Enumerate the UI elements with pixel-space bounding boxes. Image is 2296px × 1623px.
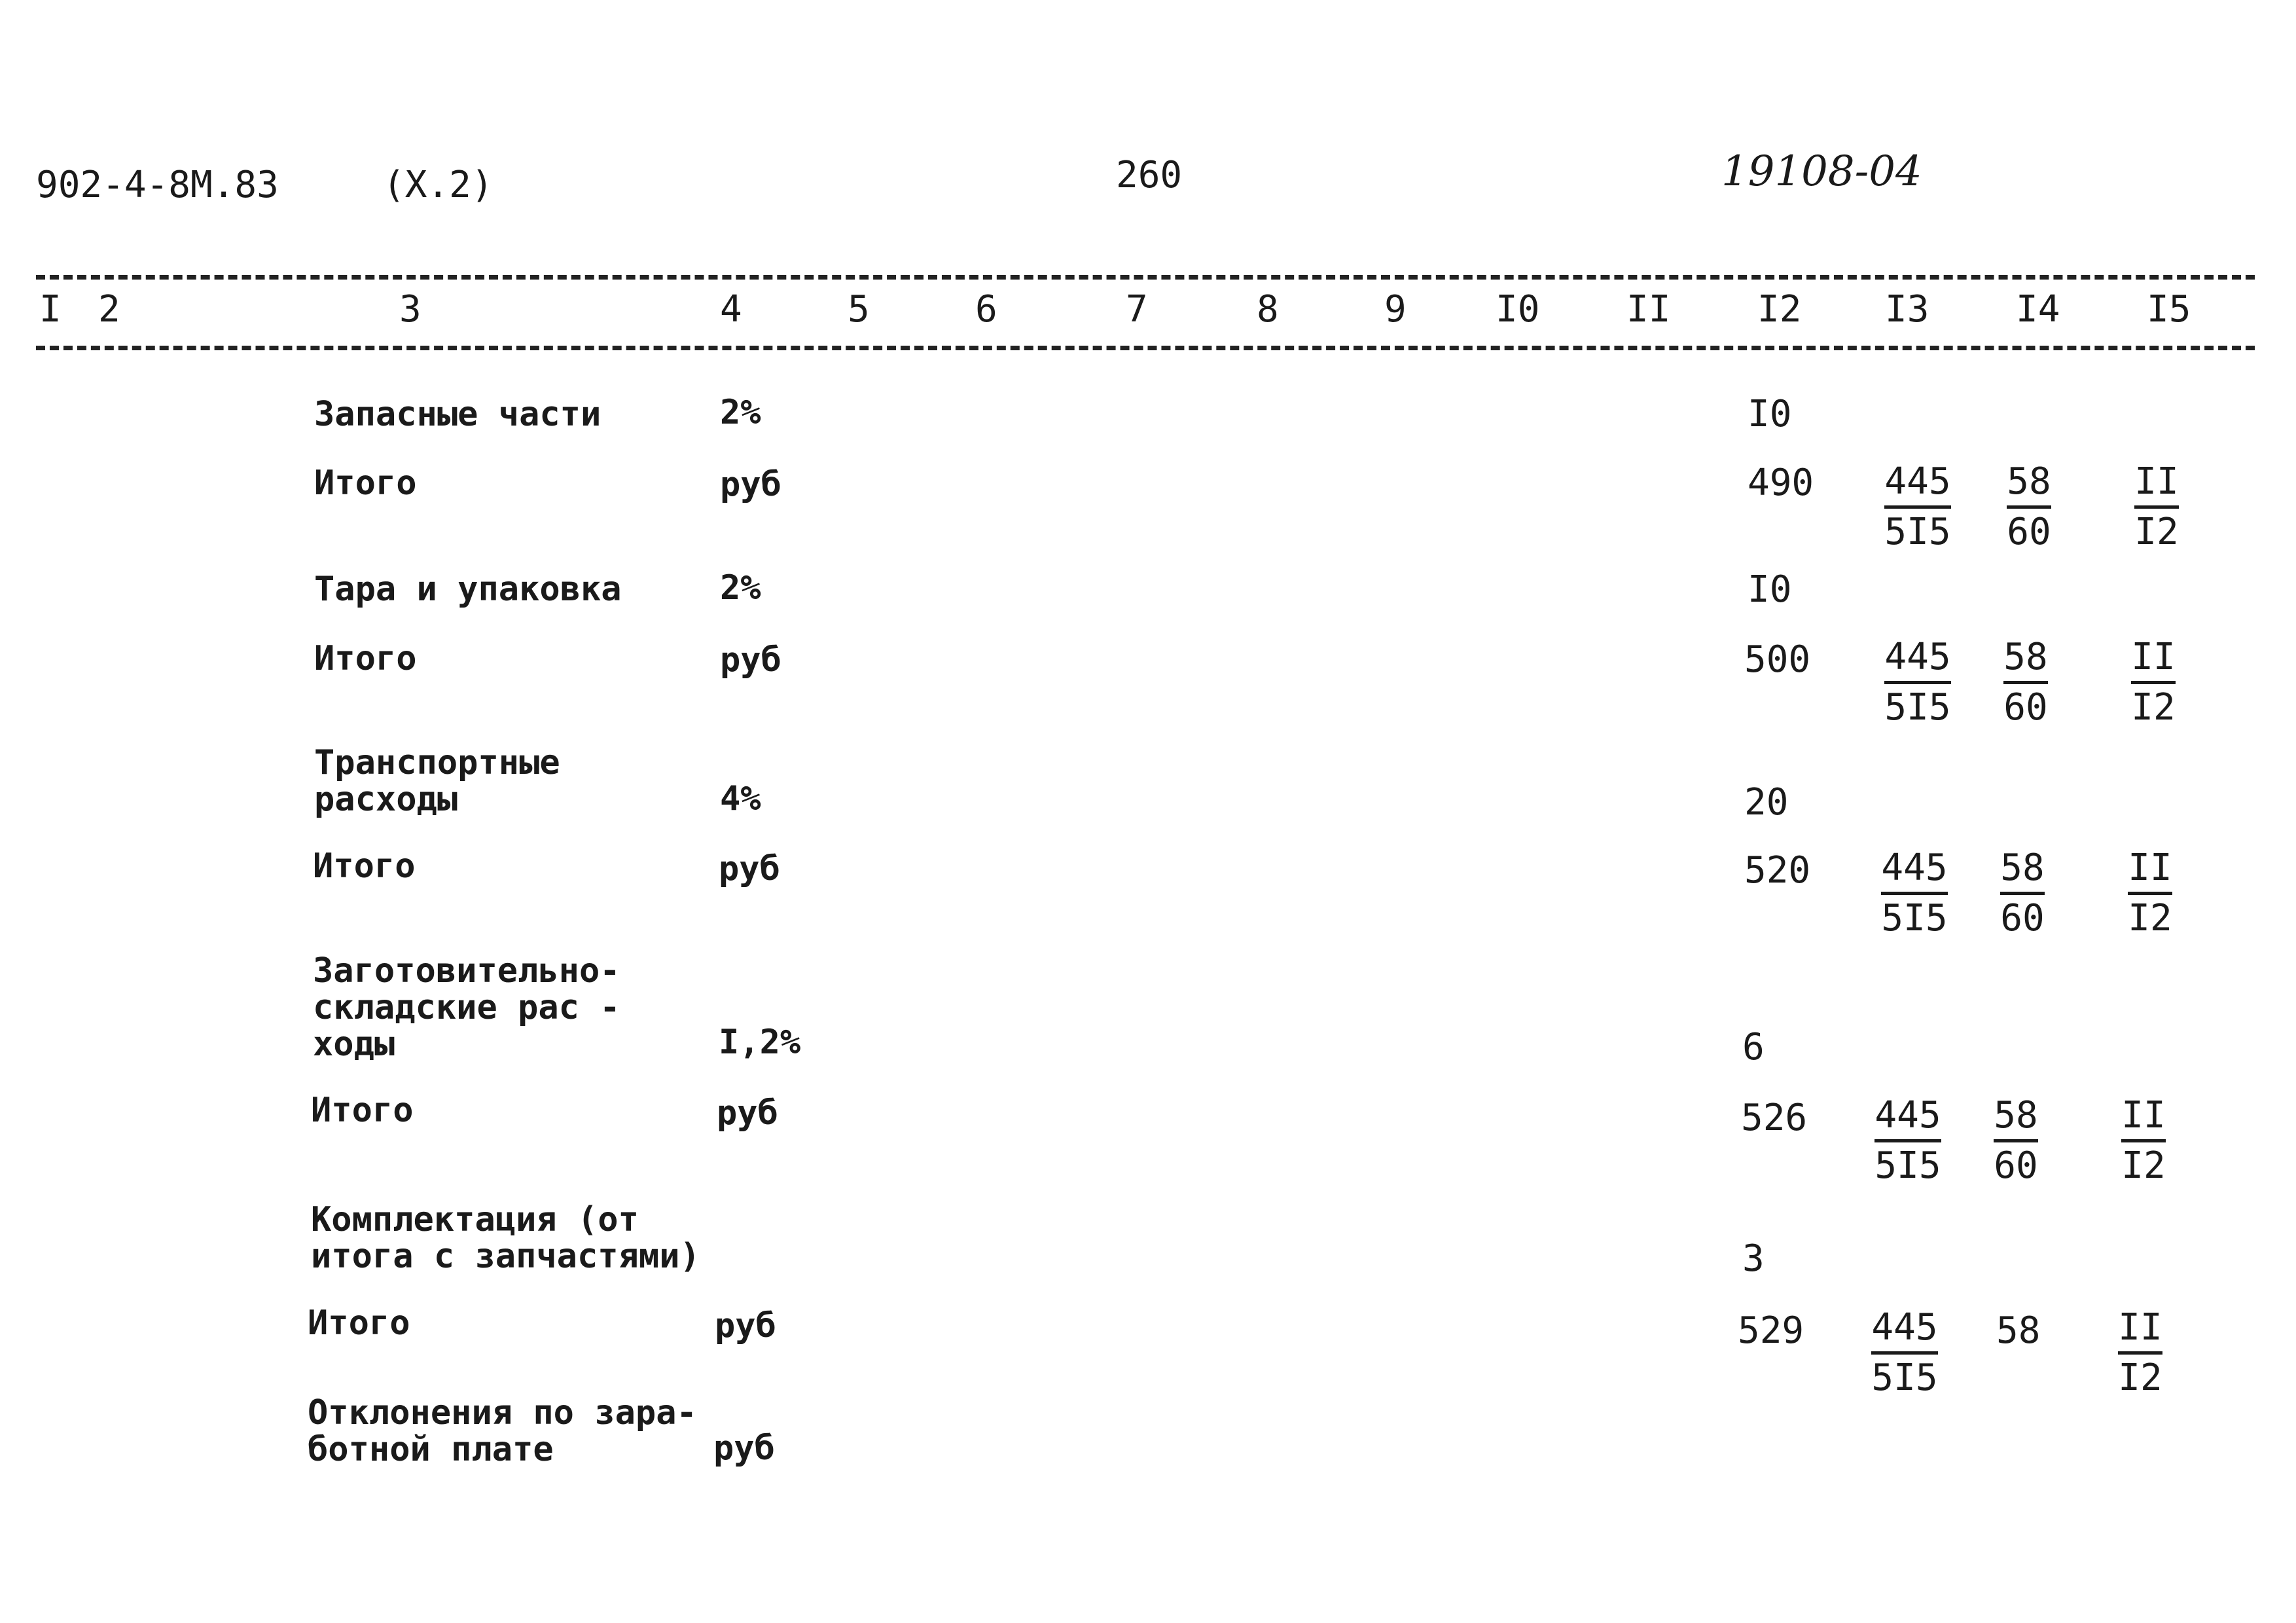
column-number: I3 (1885, 288, 1929, 331)
fraction-denominator: I2 (2128, 897, 2172, 939)
fraction-denominator: I2 (2131, 686, 2176, 729)
row-label: Запасные части (314, 395, 601, 434)
fraction-denominator: 60 (2007, 511, 2051, 553)
fraction-denominator: I2 (2121, 1144, 2166, 1187)
page-number: 260 (1116, 154, 1183, 196)
column-number: 2 (98, 288, 120, 331)
fraction-numerator: 58 (1994, 1092, 2037, 1142)
row-label: итога с запчастями) (311, 1237, 700, 1276)
column-number: I5 (2147, 288, 2191, 331)
fraction-col14 (1996, 458, 2062, 556)
section-code: (X.2) (383, 164, 493, 206)
column-number: I2 (1757, 288, 1802, 331)
fraction-numerator: 445 (1881, 845, 1947, 895)
fraction-numerator: II (2131, 634, 2175, 684)
row-label: расходы (314, 780, 458, 819)
fraction-col15 (2114, 1092, 2173, 1190)
fraction-numerator: II (2118, 1304, 2162, 1355)
column-number: 9 (1384, 288, 1407, 331)
row-value-col12: I0 (1748, 393, 1792, 435)
fraction-numerator: 445 (1884, 458, 1950, 509)
row-label: Отклонения по зара- (308, 1393, 697, 1432)
row-value-col12: 3 (1742, 1237, 1765, 1280)
fraction-numerator: 58 (2007, 458, 2051, 509)
row-unit: руб (717, 1093, 778, 1133)
header-bottom-rule (36, 346, 2255, 350)
row-unit: руб (719, 849, 780, 888)
column-number: 5 (848, 288, 870, 331)
row-unit: руб (715, 1306, 776, 1345)
fraction-denominator: 5I5 (1884, 686, 1951, 729)
fraction-col15 (2124, 634, 2183, 731)
row-label: Комплектация (от (311, 1200, 639, 1239)
fraction-numerator: 58 (2003, 634, 2047, 684)
column-number: I (39, 288, 62, 331)
fraction-denominator: 60 (2000, 897, 2045, 939)
column-number: 6 (975, 288, 997, 331)
row-label: Заготовительно- (313, 951, 620, 991)
column-number: 4 (720, 288, 742, 331)
fraction-col13 (1869, 845, 1960, 942)
row-label: Транспортные (314, 743, 560, 782)
fraction-numerator: 445 (1871, 1304, 1937, 1355)
fraction-numerator: 445 (1874, 1092, 1941, 1142)
row-label: Итого (314, 639, 417, 678)
row-value-col12: 500 (1744, 638, 1811, 681)
row-unit: руб (720, 640, 781, 680)
fraction-denominator: 5I5 (1881, 897, 1948, 939)
row-value-col12: 6 (1742, 1026, 1765, 1068)
fraction-col13 (1872, 634, 1964, 731)
row-value-col12: 520 (1744, 849, 1811, 892)
row-label: Итого (311, 1091, 414, 1130)
fraction-col15 (2127, 458, 2186, 556)
fraction-col14 (1990, 845, 2055, 942)
row-label: Итого (308, 1304, 410, 1343)
fraction-denominator: I2 (2118, 1357, 2162, 1399)
row-value-col14: 58 (1996, 1309, 2041, 1352)
row-unit: руб (713, 1429, 775, 1468)
column-number: 3 (399, 288, 422, 331)
column-number: I0 (1496, 288, 1540, 331)
fraction-col15 (2121, 845, 2179, 942)
row-unit: 2% (720, 568, 761, 608)
handwritten-number: 19108-04 (1721, 147, 1922, 196)
fraction-col14 (1983, 1092, 2049, 1190)
row-value-col12: 529 (1738, 1309, 1804, 1352)
fraction-denominator: I2 (2134, 511, 2179, 553)
row-unit: I,2% (719, 1023, 801, 1062)
header-top-rule (36, 275, 2255, 280)
column-number: 7 (1126, 288, 1148, 331)
fraction-denominator: 5I5 (1874, 1144, 1941, 1187)
fraction-denominator: 5I5 (1871, 1357, 1938, 1399)
row-value-col12: I0 (1748, 568, 1792, 611)
fraction-denominator: 60 (1994, 1144, 2038, 1187)
row-value-col12: 526 (1741, 1097, 1808, 1139)
row-value-col12: 490 (1748, 462, 1814, 504)
fraction-denominator: 5I5 (1884, 511, 1951, 553)
row-label: Итого (314, 464, 417, 503)
fraction-col13 (1872, 458, 1964, 556)
row-label: складские рас - (313, 988, 620, 1027)
fraction-col14 (1993, 634, 2058, 731)
row-label: ботной плате (308, 1430, 554, 1469)
fraction-numerator: 445 (1884, 634, 1950, 684)
row-label: Итого (313, 847, 416, 886)
column-number: 8 (1257, 288, 1279, 331)
row-label: Тара и упаковка (314, 570, 622, 609)
column-number: I4 (2016, 288, 2060, 331)
fraction-col15 (2111, 1304, 2170, 1402)
row-label: ходы (313, 1025, 395, 1064)
row-unit: 2% (720, 393, 761, 432)
row-unit: 4% (720, 779, 761, 818)
fraction-numerator: II (2128, 845, 2172, 895)
fraction-numerator: 58 (2000, 845, 2044, 895)
document-code: 902-4-8М.83 (36, 164, 279, 206)
fraction-col13 (1859, 1304, 1950, 1402)
fraction-denominator: 60 (2003, 686, 2048, 729)
fraction-col13 (1862, 1092, 1954, 1190)
row-value-col12: 20 (1744, 781, 1789, 824)
column-number: II (1626, 288, 1671, 331)
fraction-numerator: II (2121, 1092, 2165, 1142)
row-unit: руб (720, 465, 781, 504)
fraction-numerator: II (2134, 458, 2178, 509)
